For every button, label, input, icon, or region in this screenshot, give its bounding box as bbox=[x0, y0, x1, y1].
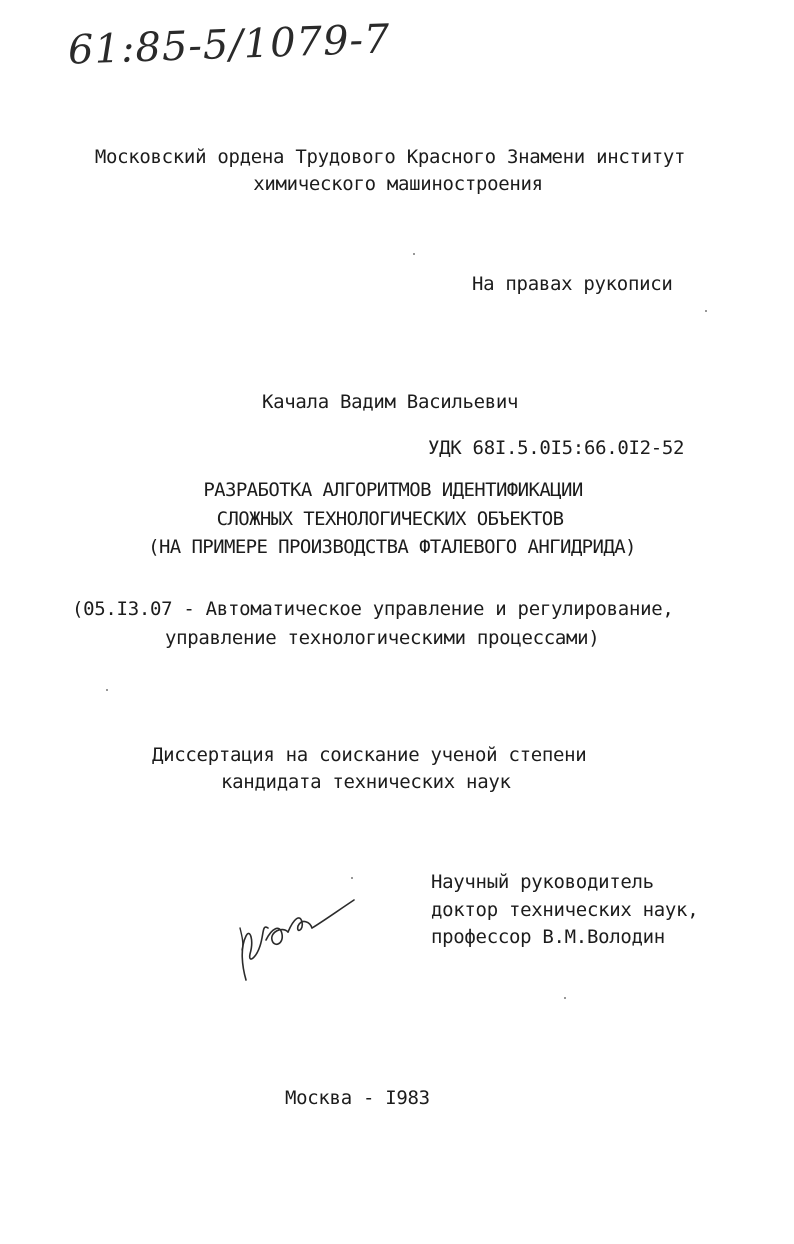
title-line-2: СЛОЖНЫХ ТЕХНОЛОГИЧЕСКИХ ОБЪЕКТОВ bbox=[216, 508, 564, 530]
manuscript-note: На правах рукописи bbox=[472, 273, 673, 295]
handwritten-signature bbox=[232, 888, 362, 988]
supervisor-line-3: профессор В.М.Володин bbox=[431, 926, 665, 948]
title-line-1: РАЗРАБОТКА АЛГОРИТМОВ ИДЕНТИФИКАЦИИ bbox=[203, 479, 583, 501]
scan-speck bbox=[106, 689, 108, 691]
title-line-3: (НА ПРИМЕРЕ ПРОИЗВОДСТВА ФТАЛЕВОГО АНГИДРИДА) bbox=[148, 536, 636, 558]
scan-speck bbox=[351, 877, 353, 879]
specialty-line-2: управление технологическими процессами) bbox=[165, 627, 600, 649]
institution-line-1: Московский ордена Трудового Красного Знамени институт bbox=[94, 146, 686, 168]
supervisor-line-2: доктор технических наук, bbox=[431, 899, 699, 921]
supervisor-line-1: Научный руководитель bbox=[431, 871, 654, 893]
scan-speck bbox=[705, 310, 707, 312]
udc-code: УДК 68I.5.0I5:66.0I2-52 bbox=[428, 437, 685, 459]
scan-speck bbox=[564, 997, 566, 999]
place-and-year: Москва - I983 bbox=[285, 1087, 430, 1109]
degree-line-1: Диссертация на соискание ученой степени bbox=[152, 744, 587, 766]
specialty-line-1: (05.I3.07 - Автоматическое управление и регулирование, bbox=[72, 598, 674, 620]
handwritten-archive-number: 61:85-5/1079-7 bbox=[67, 16, 392, 74]
author-name: Качала Вадим Васильевич bbox=[262, 391, 519, 413]
institution-line-2: химического машиностроения bbox=[253, 173, 543, 195]
degree-line-2: кандидата технических наук bbox=[221, 771, 511, 793]
scan-speck bbox=[413, 253, 415, 255]
